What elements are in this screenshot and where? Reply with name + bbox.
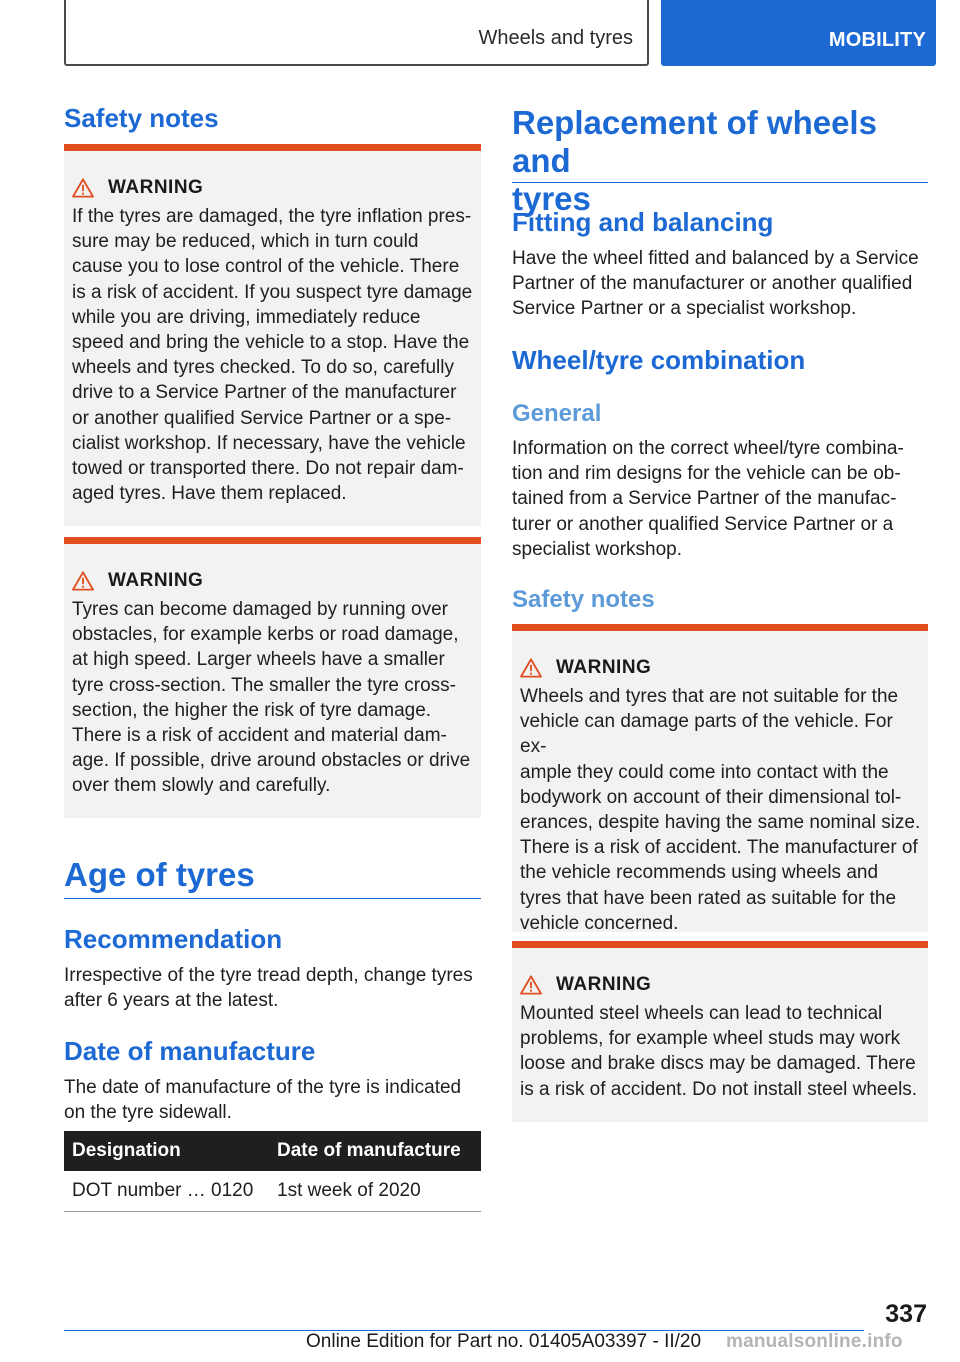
table-row — [64, 1171, 481, 1211]
table-cell: 1st week of 2020 — [269, 1171, 481, 1211]
text-line: Information on the correct wheel/tyre combina- — [512, 438, 904, 459]
warning-label: WARNING — [556, 657, 652, 678]
warning-text — [72, 597, 475, 799]
text-line: Have the wheel fitted and balanced by a Service — [512, 248, 919, 269]
warning-line: vehicle concerned. — [520, 912, 679, 934]
warning-line: at high speed. Larger wheels have a smaller — [72, 649, 445, 671]
warning-line: age. If possible, drive around obstacles or drive — [72, 750, 471, 772]
text-line: turer or another qualified Service Partner or a — [512, 513, 894, 535]
warning-line: tyre cross-section. The smaller the tyre cross- — [72, 674, 456, 696]
header-section-tab — [661, 0, 936, 66]
warning-box-tyre-damage — [64, 144, 481, 526]
warning-line: ample they could come into contact with the — [520, 761, 889, 783]
date-of-manufacture-table — [64, 1131, 481, 1212]
warning-box-steel-wheels — [512, 941, 928, 1122]
warning-triangle-icon — [520, 658, 542, 678]
watermark: manualsonline.info — [726, 1331, 903, 1352]
warning-line: towed or transported there. Do not repair dam- — [72, 458, 464, 480]
warning-line: wheels and tyres checked. To do so, carefully — [72, 357, 454, 379]
text-line: specialist workshop. — [512, 538, 683, 560]
text-line: on the tyre sidewall. — [64, 1102, 232, 1124]
recommendation-text — [64, 963, 481, 1013]
warning-triangle-icon — [520, 975, 542, 995]
warning-box-unsuitable-wheels — [512, 624, 928, 932]
text-line: Partner of the manufacturer or another qualified — [512, 273, 913, 295]
warning-line: while you are driving, immediately reduce — [72, 306, 421, 328]
warning-line: Tyres can become damaged by running over — [72, 599, 448, 620]
warning-line: There is a risk of accident and material dam- — [72, 725, 447, 747]
warning-line: speed and bring the vehicle to a stop. Have the — [72, 332, 470, 354]
safety-notes-subheading: Safety notes — [512, 586, 655, 613]
warning-line: is a risk of accident. If you suspect tyre damage — [72, 281, 473, 303]
column-header-date: Date of manufacture — [269, 1131, 481, 1171]
date-text — [64, 1075, 481, 1125]
warning-line: cialist workshop. If necessary, have the vehicle — [72, 432, 466, 454]
warning-line: sure may be reduced, which in turn could — [72, 231, 419, 253]
heading-rule — [512, 182, 928, 183]
fitting-balancing-heading: Fitting and balancing — [512, 207, 774, 237]
warning-label: WARNING — [108, 570, 204, 591]
warning-label: WARNING — [556, 974, 652, 995]
text-line: Irrespective of the tyre tread depth, change tyres — [64, 965, 473, 986]
warning-triangle-icon — [72, 178, 94, 198]
warning-line: or another qualified Service Partner or a spe- — [72, 407, 452, 429]
page-number: 337 — [885, 1300, 927, 1328]
warning-line: obstacles, for example kerbs or road damage, — [72, 624, 459, 646]
warning-line: There is a risk of accident. The manufacturer of — [520, 837, 918, 859]
warning-line: the vehicle recommends using wheels and — [520, 862, 879, 884]
general-text — [512, 436, 928, 562]
warning-line: erances, despite having the same nominal size. — [520, 812, 921, 834]
recommendation-heading: Recommendation — [64, 924, 283, 954]
chapter-title: Wheels and tyres — [478, 27, 633, 49]
warning-line: Wheels and tyres that are not suitable for the — [520, 686, 899, 707]
warning-line: cause you to lose control of the vehicle. There — [72, 256, 460, 278]
edition-note: Online Edition for Part no. 01405A03397 - II/20 — [306, 1331, 702, 1352]
warning-line: aged tyres. Have them replaced. — [72, 483, 347, 505]
date-of-manufacture-heading: Date of manufacture — [64, 1036, 316, 1066]
warning-line: drive to a Service Partner of the manufacturer — [72, 382, 457, 404]
warning-text — [520, 1001, 922, 1102]
warning-line: loose and brake discs may be damaged. There — [520, 1053, 916, 1075]
heading-line: tyres — [512, 180, 591, 217]
text-line: tion and rim designs for the vehicle can be ob- — [512, 463, 901, 485]
table-header-row — [64, 1131, 481, 1171]
text-line: after 6 years at the latest. — [64, 990, 279, 1012]
warning-text — [72, 204, 475, 506]
heading-line: Replacement of wheels and — [512, 104, 877, 179]
section-label: MOBILITY — [828, 29, 926, 51]
text-line: tained from a Service Partner of the manufac- — [512, 488, 897, 510]
safety-notes-heading: Safety notes — [64, 103, 219, 133]
age-of-tyres-heading: Age of tyres — [64, 856, 255, 893]
warning-line: bodywork on account of their dimensional tol- — [520, 786, 902, 808]
header-chapter-box — [64, 0, 649, 66]
warning-triangle-icon — [72, 571, 94, 591]
fitting-text — [512, 246, 928, 322]
heading-rule — [64, 898, 481, 899]
warning-label: WARNING — [108, 177, 204, 198]
wheel-tyre-combination-heading: Wheel/tyre combination — [512, 345, 806, 375]
general-heading: General — [512, 400, 602, 427]
warning-line: section, the higher the risk of tyre damage. — [72, 699, 432, 721]
warning-line: problems, for example wheel studs may work — [520, 1028, 901, 1050]
warning-line: If the tyres are damaged, the tyre inflation pres- — [72, 206, 472, 227]
text-line: Service Partner or a specialist workshop. — [512, 298, 857, 320]
warning-line: tyres that have been rated as suitable for the — [520, 887, 897, 909]
replacement-heading — [512, 104, 928, 218]
warning-box-obstacles — [64, 537, 481, 818]
warning-line: Mounted steel wheels can lead to technical — [520, 1003, 883, 1024]
warning-line: vehicle can damage parts of the vehicle. For ex- — [520, 711, 893, 758]
warning-line: over them slowly and carefully. — [72, 775, 331, 797]
text-line: The date of manufacture of the tyre is indicated — [64, 1077, 462, 1098]
column-header-designation: Designation — [64, 1131, 269, 1171]
warning-text — [520, 684, 922, 936]
warning-line: is a risk of accident. Do not install steel wheels. — [520, 1078, 918, 1100]
table-cell: DOT number … 0120 — [64, 1171, 269, 1211]
